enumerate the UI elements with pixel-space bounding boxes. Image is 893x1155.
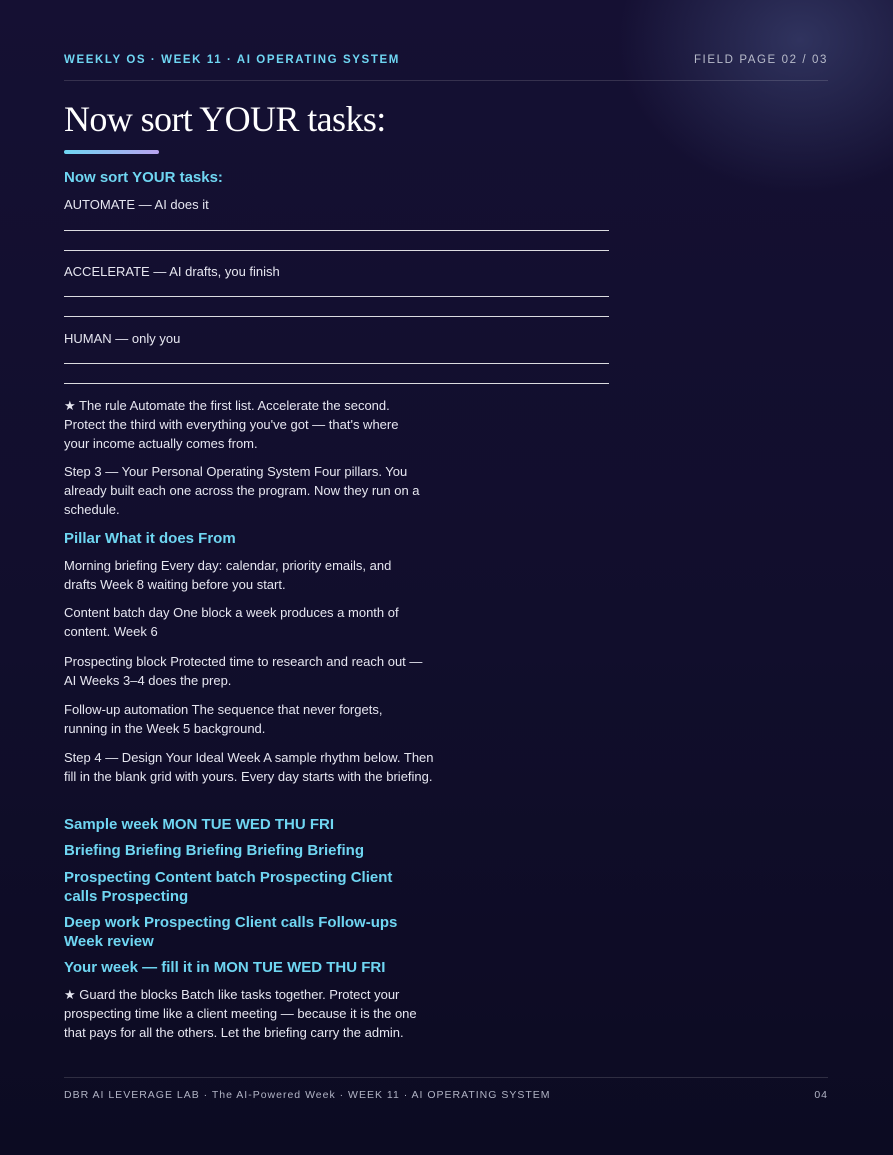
sample-week-header: Sample week MON TUE WED THU FRI [64,816,335,833]
sort-tasks-heading: Now sort YOUR tasks: [64,169,223,186]
accelerate-line-1[interactable] [64,296,609,297]
accelerate-line-2[interactable] [64,316,609,317]
automate-line-2[interactable] [64,250,609,251]
guard-blocks-callout: ★ Guard the blocks Batch like tasks together. Protect your prospecting time like a client meeting — because it is the one that pays for all the others. Let the briefing carry the admin. [64,987,417,1040]
pillar-row-prospecting: Prospecting block Protected time to research and reach out — AI Weeks 3–4 does the prep. [64,654,423,688]
step-3-intro: Step 3 — Your Personal Operating System Four pillars. You already built each one across the program. Now they run on a schedule. [64,464,420,517]
rule-callout: ★ The rule Automate the first list. Accelerate the second. Protect the third with everything you've got — that's where your income actually comes from. [64,398,399,451]
sample-week-row-3: Deep work Prospecting Client calls Follow-ups Week review [64,914,398,950]
automate-line-1[interactable] [64,230,609,231]
page-title: Now sort YOUR tasks: [64,99,386,139]
your-week-header: Your week — fill it in MON TUE WED THU FRI [64,959,386,976]
page-footer [64,1077,828,1108]
human-label: HUMAN — only you [64,331,181,346]
footer-page-number: 04 [814,1089,828,1101]
human-line-1[interactable] [64,363,609,364]
pillar-table-header: Pillar What it does From [64,530,236,547]
sample-week-row-briefing: Briefing Briefing Briefing Briefing Briefing [64,842,365,859]
title-accent-bar [64,150,159,154]
field-page-label: FIELD PAGE 02 / 03 [693,54,828,66]
accelerate-label: ACCELERATE — AI drafts, you finish [64,264,280,279]
footer-credit: DBR AI LEVERAGE LAB · The AI-Powered Week · WEEK 11 · AI OPERATING SYSTEM [64,1089,551,1101]
pillar-row-content-batch: Content batch day One block a week produces a month of content. Week 6 [64,605,399,639]
step-4-intro: Step 4 — Design Your Ideal Week A sample rhythm below. Then fill in the blank grid with yours. Every day starts with the briefing. [64,750,434,784]
sample-week-row-2: Prospecting Content batch Prospecting Client calls Prospecting [64,869,393,905]
series-kicker: WEEKLY OS · WEEK 11 · AI OPERATING SYSTEM [64,54,400,66]
pillar-row-follow-up: Follow-up automation The sequence that never forgets, running in the Week 5 background. [64,702,383,736]
page-header [64,54,828,81]
human-line-2[interactable] [64,383,609,384]
automate-label: AUTOMATE — AI does it [64,197,209,212]
pillar-row-morning-briefing: Morning briefing Every day: calendar, priority emails, and drafts Week 8 waiting before you start. [64,558,392,592]
